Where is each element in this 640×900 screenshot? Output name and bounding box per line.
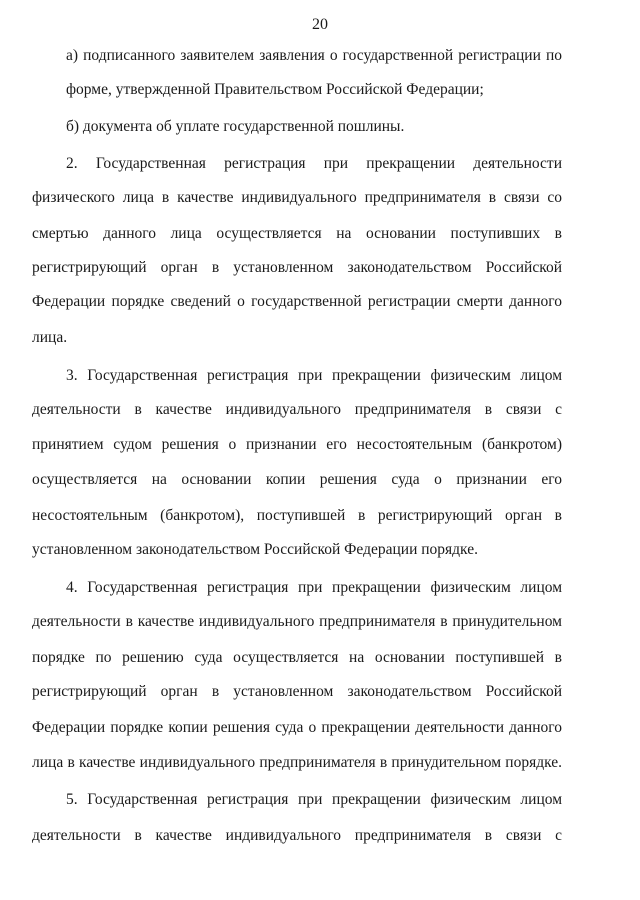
text-line: смертью данного лица осуществляется на основании поступивших в (32, 225, 562, 242)
text-line: установленном законодательством Российской Федерации порядке. (32, 541, 478, 558)
text-line: порядке по решению суда осуществляется на основании поступившей в (32, 649, 562, 666)
text-line: 2. Государственная регистрация при прекращении деятельности (66, 155, 562, 172)
text-line: 5. Государственная регистрация при прекращении физическим лицом (66, 791, 562, 808)
text-line: регистрирующий орган в установленном законодательством Российской (32, 259, 562, 276)
text-line: а) подписанного заявителем заявления о государственной регистрации по (66, 47, 562, 64)
page-number: 20 (312, 16, 328, 33)
text-line: форме, утвержденной Правительством Российской Федерации; (66, 81, 484, 98)
text-line: Федерации порядке копии решения суда о прекращении деятельности данного (32, 719, 562, 736)
text-line: лица. (32, 329, 68, 346)
text-line: физического лица в качестве индивидуального предпринимателя в связи со (32, 189, 562, 206)
text-line: деятельности в качестве индивидуального предпринимателя в связи с (32, 401, 562, 418)
text-line: 3. Государственная регистрация при прекращении физическим лицом (66, 367, 562, 384)
text-line: деятельности в качестве индивидуального предпринимателя в принудительном (32, 613, 562, 630)
text-line: осуществляется на основании копии решения суда о признании его (32, 471, 562, 488)
text-line: 4. Государственная регистрация при прекращении физическим лицом (66, 579, 562, 596)
text-line: б) документа об уплате государственной пошлины. (66, 118, 405, 135)
text-line: регистрирующий орган в установленном законодательством Российской (32, 683, 562, 700)
text-line: Федерации порядке сведений о государственной регистрации смерти данного (32, 293, 562, 310)
text-line: несостоятельным (банкротом), поступившей в регистрирующий орган в (32, 507, 562, 524)
text-line: деятельности в качестве индивидуального предпринимателя в связи с (32, 827, 562, 844)
text-line: лица в качестве индивидуального предпринимателя в принудительном порядке. (32, 754, 562, 771)
text-line: принятием судом решения о признании его несостоятельным (банкротом) (32, 436, 562, 453)
